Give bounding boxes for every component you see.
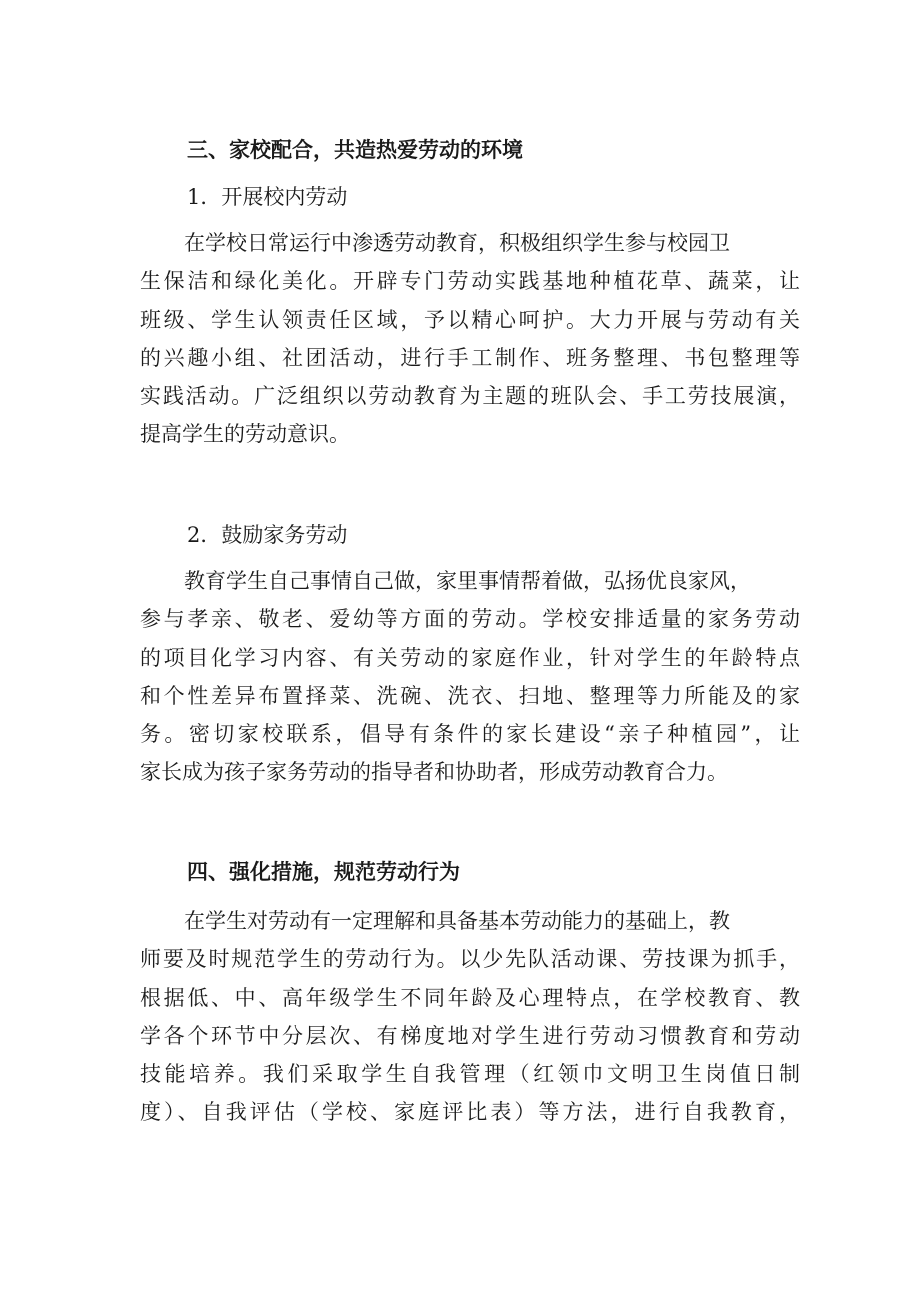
section-4-paragraph bbox=[140, 902, 800, 1132]
paragraph-line: 的兴趣小组、社团活动，进行手工制作、班务整理、书包整理等 bbox=[140, 345, 800, 370]
paragraph-line: 学各个环节中分层次、有梯度地对学生进行劳动习惯教育和劳动 bbox=[140, 1023, 800, 1048]
paragraph-line: 在学校日常运行中渗透劳动教育，积极组织学生参与校园卫 bbox=[184, 231, 730, 255]
paragraph-line: 生保洁和绿化美化。开辟专门劳动实践基地种植花草、蔬菜，让 bbox=[140, 269, 800, 294]
paragraph-line: 技能培养。我们采取学生自我管理（红领巾文明卫生岗值日制 bbox=[140, 1062, 800, 1087]
paragraph-line: 参与孝亲、敬老、爱幼等方面的劳动。学校安排适量的家务劳动 bbox=[140, 607, 800, 632]
paragraph-line: 在学生对劳动有一定理解和具备基本劳动能力的基础上，教 bbox=[184, 909, 730, 933]
paragraph-line: 教育学生自己事情自己做，家里事情帮着做，弘扬优良家风， bbox=[184, 569, 751, 593]
paragraph-line: 和个性差异布置择菜、洗碗、洗衣、扫地、整理等力所能及的家 bbox=[140, 683, 800, 708]
section-3-subheading-2: 2．鼓励家务劳动 bbox=[187, 523, 348, 547]
paragraph-line: 的项目化学习内容、有关劳动的家庭作业，针对学生的年龄特点 bbox=[140, 645, 800, 670]
section-3-paragraph-2 bbox=[140, 562, 800, 792]
paragraph-line: 实践活动。广泛组织以劳动教育为主题的班队会、手工劳技展演， bbox=[140, 384, 800, 409]
section-3-paragraph-1 bbox=[140, 224, 800, 454]
section-3-heading: 三、家校配合，共造热爱劳动的环境 bbox=[187, 138, 523, 162]
paragraph-line: 务。密切家校联系，倡导有条件的家长建设“亲子种植园”，让 bbox=[140, 722, 800, 747]
paragraph-line: 提高学生的劳动意识。 bbox=[140, 422, 350, 447]
paragraph-line: 度）、自我评估（学校、家庭评比表）等方法，进行自我教育， bbox=[140, 1100, 800, 1125]
section-3-subheading-1: 1．开展校内劳动 bbox=[187, 185, 348, 209]
paragraph-line: 班级、学生认领责任区域，予以精心呵护。大力开展与劳动有关 bbox=[140, 307, 800, 332]
paragraph-line: 师要及时规范学生的劳动行为。以少先队活动课、劳技课为抓手， bbox=[140, 947, 800, 972]
section-4-heading: 四、强化措施，规范劳动行为 bbox=[187, 860, 460, 884]
paragraph-line: 根据低、中、高年级学生不同年龄及心理特点，在学校教育、教 bbox=[140, 985, 800, 1010]
paragraph-line: 家长成为孩子家务劳动的指导者和协助者，形成劳动教育合力。 bbox=[140, 760, 728, 785]
